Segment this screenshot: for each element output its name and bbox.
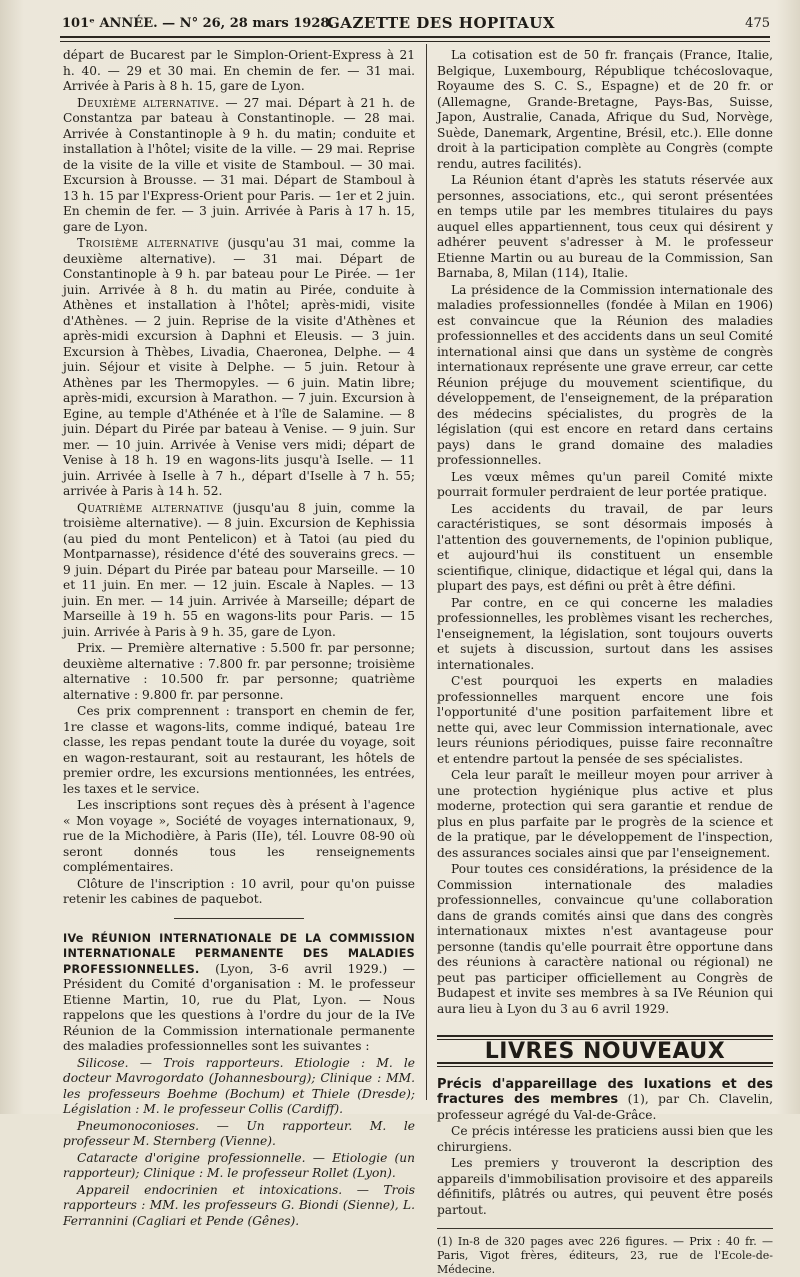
header-rule-thin <box>60 41 770 42</box>
section-title: LIVRES NOUVEAUX <box>437 1039 773 1064</box>
topic-endocrine: Appareil endocrinien et intoxications. — Trois rapporteurs : MM. les professeurs G. Biondi (Sienne), L. Ferrannini (Cagliari et Pende (Gênes). <box>63 1182 415 1228</box>
third-alternative <box>63 236 415 500</box>
second-alternative-heading: Deuxième alternative. <box>77 95 220 110</box>
congress-text: (Lyon, 3-6 avril 1929.) — Président du Comité d'organisation : M. le professeur Etienne Martin, 10, rue du Plat, Lyon. — Nous rappelons que les questions à l'ordre du jour de la IVe Réunion de la Commission internationale permanente des maladies professionnelles sont les suivantes : <box>63 961 415 1053</box>
journal-title: GAZETTE DES HOPITAUX <box>327 14 556 32</box>
prices-detail-paragraph: Ces prix comprennent : transport en chemin de fer, 1re classe et wagons-lits, comme indiqué, bateau 1re classe, les repas pendant toute la durée du voyage, soit en wagon-restaurant, soit au restaurant, les hôtels de premier ordre, les excursions mentionnées, les entrées, les taxes et le service. <box>63 704 415 796</box>
book-author: (1), par Ch. Clavelin, professeur agrégé du Val-de-Grâce. <box>437 1092 773 1122</box>
header-rule <box>60 36 770 38</box>
wishes-paragraph: Les vœux mêmes qu'un pareil Comité mixte pourrait formuler perdraient de leur portée pratique. <box>437 469 773 499</box>
topic-cataracte: Cataracte d'origine professionnelle. — Etiologie (un rapporteur); Clinique : M. le professeur Rollet (Lyon). <box>63 1150 415 1180</box>
topic-silicose: Silicose. — Trois rapporteurs. Etiologie : M. le docteur Mavrogordato (Johannesbourg); Clinique : MM. les professeurs Boehme (Bochum) et Thiele (Dresde); Législation : M. le professeur Collis (Cardiff). <box>63 1055 415 1116</box>
means-paragraph: Cela leur paraît le meilleur moyen pour arriver à une protection hygiénique plus active et plus moderne, protection qui sera garantie et rendue de plus en plus parfaite par le progrès de la science et de la pratique, par le développement de l'inspection, des assurances sociales ainsi que par l'enseignement. <box>437 768 773 860</box>
conclusion-paragraph: Pour toutes ces considérations, la présidence de la Commission internationale des maladies professionnelles, convaincue qu'une collaboration dans de grands comités ainsi que dans des congrès internationaux mixtes n'est avantageuse pour personne (tandis qu'elle pourrait être opportune dans des réunions à caractère national ou régional) ne peut pas participer officiellement au Congrès de Budapest et invite ses membres à sa IVe Réunion qui aura lieu à Lyon du 3 au 6 avril 1929. <box>437 862 773 1016</box>
second-alternative <box>63 96 415 236</box>
book-entry <box>437 1077 773 1124</box>
prices-paragraph: Prix. — Première alternative : 5.500 fr. par personne; deuxième alternative : 7.800 fr. par personne; troisième alternative : 10.500 fr. par personne; quatrième alternative : 9.800 fr. par personne. <box>63 641 415 702</box>
book-title: Précis d'appareillage des luxations et des fractures des membres <box>437 1076 773 1107</box>
contrast-paragraph: Par contre, en ce qui concerne les maladies professionnelles, les problèmes visant les recherches, l'enseignement, la législation, sont toujours ouverts et sujets à discussion, surtout dans les assises internationales. <box>437 595 773 672</box>
membership-paragraph: La Réunion étant d'après les statuts réservée aux personnes, associations, etc., qui seront présentées en temps utile par les membres titulaires du pays auquel elles appartiennent, tous ceux qui désirent y adhérer peuvent s'adresser à M. le professeur Etienne Martin ou au bureau de la Commission, San Barnaba, 8, Milan (114), Italie. <box>437 173 773 280</box>
fourth-alternative-text: (jusqu'au 8 juin, comme la troisième alternative). — 8 juin. Excursion de Kephissia (au pied du mont Pentelicon) et à Tatoi (au pied du Montparnasse), résidence d'été des souverains grecs. — 9 juin. Départ du Pirée par bateau pour Marseille. — 10 et 11 juin. En mer. — 12 juin. Escale à Naples. — 13 juin. En mer. — 14 juin. Arrivée à Marseille; départ de Marseille à 19 h. 55 en wagons-lits pour Paris. — 15 juin. Arrivée à Paris à 9 h. 35, gare de Lyon. <box>63 500 415 639</box>
page-header <box>62 14 770 36</box>
third-alternative-heading: Troisième alternative <box>77 236 220 250</box>
reason-paragraph: C'est pourquoi les experts en maladies professionnelles marquent encore une fois l'opportunité d'une position parfaitement libre et nette qui, avec leur Commission internationale, avec leurs réunions périodiques, puisse faire reconnaître et entendre partout la pensée de ses spécialistes. <box>437 674 773 766</box>
book-paragraph-2: Les premiers y trouveront la description des appareils d'immobilisation provisoire et des appareils définitifs, plâtrés ou autres, qui peuvent être posés partout. <box>437 1156 773 1217</box>
left-column <box>63 48 415 1230</box>
presidency-paragraph: La présidence de la Commission internationale des maladies professionnelles (fondée à Milan en 1906) est convaincue que la Réunion des maladies professionnelles et des accidents dans un seul Comité international ainsi que dans un système de congrès internationaux représente une grave erreur, car cette Réunion préjuge du mouvement scientifique, du développement, de l'enseignement, de la préparation des médecins spécialistes, du progrès de la législation (qui est encore en retard dans certains pays) dans le grand domaine des maladies professionnelles. <box>437 282 773 467</box>
topic-pneumoconioses: Pneumonoconioses. — Un rapporteur. M. le professeur M. Sternberg (Vienne). <box>63 1118 415 1148</box>
issue-info: 101ᵉ ANNÉE. — N° 26, 28 mars 1928. <box>62 16 334 31</box>
itinerary-first-alternative-end: départ de Bucarest par le Simplon-Orient-Express à 21 h. 40. — 29 et 30 mai. En chemin de fer. — 31 mai. Arrivée à Paris à 8 h. 15, gare de Lyon. <box>63 48 415 93</box>
fee-paragraph: La cotisation est de 50 fr. français (France, Italie, Belgique, Luxembourg, République tchécoslovaque, Royaume des S. C. S., Espagne) et de 20 fr. or (Allemagne, Grande-Bretagne, Pays-Bas, Suisse, Japon, Australie, Canada, Afrique du Sud, Norvège, Suède, Danemark, Argentine, Brésil, etc.). Elle donne droit à la participation complète au Congrès (compte rendu, autres facilités). <box>437 48 773 171</box>
second-alternative-text: — 27 mai. Départ à 21 h. de Constantza par bateau à Constantinople. — 28 mai. Arrivée à Constantinople à 9 h. du matin; conduite et installation à l'hôtel; visite de la ville. — 29 mai. Reprise de la visite de la ville et visite de Stamboul. — 30 mai. Excursion à Brousse. — 31 mai. Départ de Stamboul à 13 h. 15 par l'Express-Orient pour Paris. — 1er et 2 juin. En chemin de fer. — 3 juin. Arrivée à Paris à 17 h. 15, gare de Lyon. <box>63 95 415 234</box>
congress-heading: IVe RÉUNION INTERNATIONALE DE LA COMMISSION INTERNATIONALE PERMANENTE DES MALADIES PROFESSIONNELLES. <box>63 931 415 976</box>
footnote: (1) In-8 de 320 pages avec 226 figures. — Prix : 40 fr. — Paris, Vigot frères, éditeurs, 23, rue de l'Ecole-de-Médecine. <box>437 1228 773 1277</box>
congress-announcement <box>63 931 415 1055</box>
fourth-alternative-heading: Quatrième alternative <box>77 500 224 515</box>
article-separator <box>174 918 304 919</box>
book-paragraph-1: Ce précis intéresse les praticiens aussi bien que les chirurgiens. <box>437 1124 773 1154</box>
accidents-paragraph: Les accidents du travail, de par leurs caractéristiques, se sont désormais imposés à l'attention des gouvernements, de l'opinion publique, et aujourd'hui ils constituent un ensemble scientifique, clinique, didactique et légal qui, dans la plupart des pays, est défini ou prêt à être défini. <box>437 501 773 593</box>
fourth-alternative <box>63 501 415 641</box>
section-title-frame <box>437 1035 773 1067</box>
right-column <box>437 48 773 1277</box>
page-number: 475 <box>745 16 770 31</box>
registration-paragraph: Les inscriptions sont reçues dès à présent à l'agence « Mon voyage », Société de voyages internationaux, 9, rue de la Michodière, à Paris (IIe), tél. Louvre 08-90 où seront donnés tous les renseignements complémentaires. <box>63 798 415 874</box>
column-divider <box>426 44 427 1100</box>
third-alternative-text: (jusqu'au 31 mai, comme la deuxième alternative). — 31 mai. Départ de Constantinople à 9 h. par bateau pour Le Pirée. — 1er juin. Arrivée à 8 h. du matin au Pirée, conduite à Athènes et installation à l'hôtel; après-midi, visite d'Athènes. — 2 juin. Reprise de la visite d'Athènes et après-midi excursion à Daphni et Eleusis. — 3 juin. Excursion à Thèbes, Livadia, Chaeronea, Delphe. — 4 juin. Séjour et visite à Delphe. — 5 juin. Retour à Athènes par les Thermopyles. — 6 juin. Matin libre; après-midi, excursion à Marathon. — 7 juin. Excursion à Egine, au temple d'Athénée et à l'île de Salamine. — 8 juin. Départ du Pirée par bateau à Venise. — 9 juin. Sur mer. — 10 juin. Arrivée à Venise vers midi; départ de Venise à 18 h. 19 en wagons-lits jusqu'à Iselle. — 11 juin. Arrivée à Iselle à 7 h., départ d'Iselle à 7 h. 55; arrivée à Paris à 14 h. 52. <box>63 236 415 498</box>
closing-paragraph: Clôture de l'inscription : 10 avril, pour qu'on puisse retenir les cabines de paquebot. <box>63 876 415 906</box>
